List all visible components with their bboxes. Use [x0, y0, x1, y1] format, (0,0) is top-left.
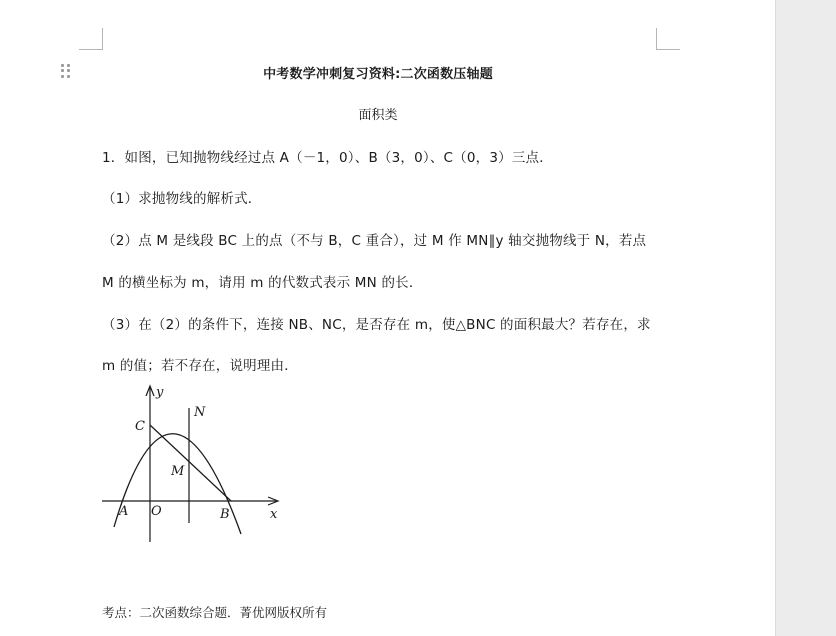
document-subtitle: 面积类 [358, 108, 398, 123]
label-c: C [135, 419, 145, 434]
document-title: 中考数学冲刺复习资料:二次函数压轴题 [263, 67, 493, 82]
question-line: m 的值；若不存在，说明理由． [102, 358, 298, 374]
question-line: （2）点 M 是线段 BC 上的点（不与 B，C 重合），过 M 作 MN∥y 轴交抛物线于 N，若点 [102, 233, 647, 249]
question-line: 1．如图，已知抛物线经过点 A（－1，0）、B（3，0）、C（0，3）三点． [102, 150, 553, 166]
footer-note: 考点：二次函数综合题．菁优网版权所有 [102, 605, 328, 620]
question-line: M 的横坐标为 m，请用 m 的代数式表示 MN 的长． [102, 275, 423, 291]
label-x: x [270, 507, 278, 522]
right-gutter [775, 0, 836, 636]
label-y: y [156, 385, 164, 400]
page-margin-corner-top-left [79, 28, 103, 50]
label-n: N [194, 405, 206, 420]
label-m: M [171, 464, 185, 479]
label-o: O [151, 504, 162, 519]
question-line: （3）在（2）的条件下，连接 NB、NC，是否存在 m，使△BNC 的面积最大？若存在，求 [102, 317, 651, 333]
question-line: （1）求抛物线的解析式． [102, 191, 262, 207]
segment-bc [150, 425, 231, 501]
label-b: B [220, 507, 230, 522]
parabola-figure [100, 382, 285, 547]
page-margin-corner-top-right [656, 28, 680, 50]
label-a: A [119, 504, 129, 519]
